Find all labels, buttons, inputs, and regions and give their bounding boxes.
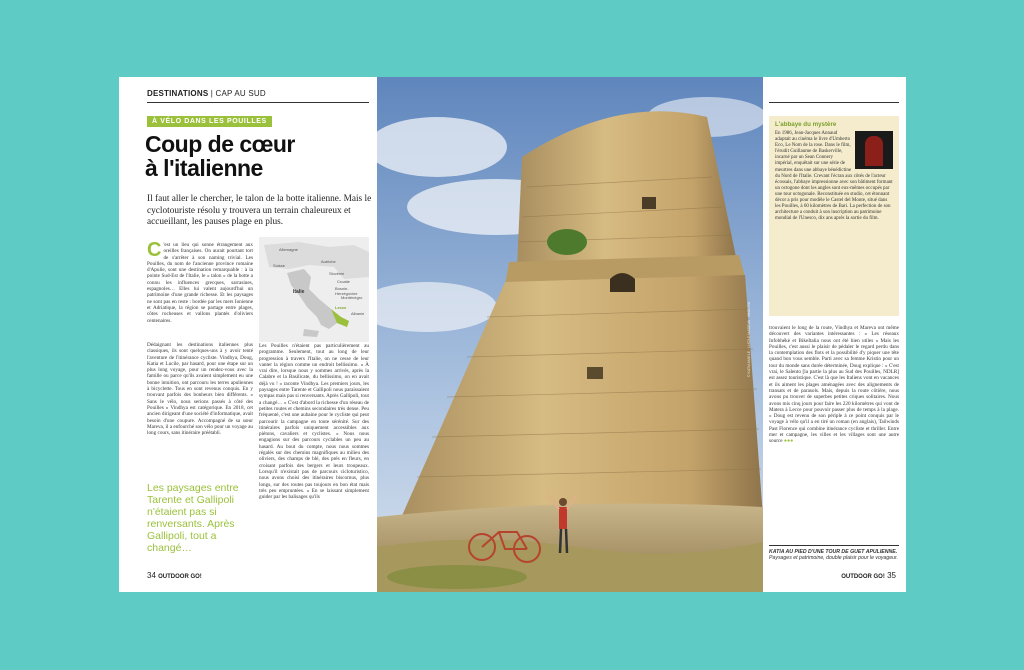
map-label: Allemagne (279, 247, 298, 252)
map-label: Slovénie (329, 271, 345, 276)
page-title (145, 132, 375, 180)
header-rule (769, 102, 899, 103)
title-line-2: à l'italienne (145, 155, 263, 181)
header-rule (147, 102, 369, 103)
lead-paragraph: Il faut aller le chercher, le talon de la botte italienne. Mais le cyclotouriste résolu y trouvera un terrain chaleureux et accueillant, les pauses plage en plus. (147, 194, 372, 227)
sidebar-title: L'abbaye du mystère (775, 121, 837, 128)
end-mark: ●●● (783, 438, 794, 445)
right-page (763, 77, 906, 592)
caption-bold: KATIA AU PIED D'UNE TOUR DE GUET APULIENNE. (769, 549, 898, 555)
photo-credit: © KATIA MAELE · LUCILE MAREVA · VINDHYA (747, 301, 751, 377)
page-number-left: 34 (147, 571, 156, 580)
location-map (259, 237, 369, 342)
map-label: Albanie (351, 311, 365, 316)
movie-poster-icon (855, 131, 893, 169)
magazine-name-right: OUTDOOR GO! (841, 574, 885, 580)
section-subtitle: CAP AU SUD (215, 89, 266, 98)
map-label: Monténégro (341, 295, 363, 300)
folio-right (841, 571, 896, 580)
left-page (119, 77, 377, 592)
magazine-spread (119, 77, 906, 592)
body-column-3 (769, 325, 899, 543)
magazine-name-left: OUTDOOR GO! (158, 574, 202, 580)
caption-rule (769, 545, 899, 546)
map-label-italy: Italie (293, 289, 305, 295)
body-column-1a (147, 242, 253, 342)
map-label: Autriche (321, 259, 336, 264)
page-number-right: 35 (887, 571, 896, 580)
body-text-1a: 'est un lieu qui sonne étrangement aux oreilles françaises. On aurait pourtant tort de s'arrêter à son naming trivial. Les Pouilles, du nom de l'ancienne province romaine d'Apulie, sont une destination remarquable : à la pointe Sud-Est de l'Italie, le « talon » de la botte a connu les influences grecques, sarrasines, espagnoles… Elles lui valent aujourd'hui un patrimoine d'une grande richesse. Et les paysages ne sont pas en reste : bordée par les mers Ionienne et Adriatique, la région se partage entre plages, côtes rocheuses et vallons plantés d'oliviers centenaires. (147, 242, 253, 324)
kicker-badge: À VÉLO DANS LES POUILLES (147, 116, 272, 127)
tower-illustration (377, 77, 763, 592)
title-line-1: Coup de cœur (145, 131, 295, 157)
sidebar-text: En 1986, Jean-Jacques Annaud adaptait au cinéma le livre d'Umberto Eco, Le Nom de la rose. Dans le film, l'érudit Guillaume de Baskerville, incarné par un Sean Connery impérial, enquêtait sur une série de meurtres dans une abbaye bénédictine du Nord de l'Italie. Crevant l'écran aux côtés de l'acteur écossais, l'abbaye impressionne avec son bâtiment formant un octogone dont les angles sont eux-mêmes occupés par une tour octogonale. Reconstituée en studio, cet étonnant décor a pris pour modèle le Castel del Monte, situé dans les Pouilles, à 60 kilomètres de Bari. La perfection de son architecture a conduit à son inscription au patrimoine mondial de l'Unesco, dix ans après la sortie du film. (775, 131, 893, 222)
section-header: DESTINATIONS | CAP AU SUD (147, 89, 266, 98)
body-column-2: Les Pouilles n'étaient pas particulièrement au programme. Seulement, tout au long de leur progression à travers l'Italie, on ne cesse de leur vanter la région comme un endroit bellissimo. « À vrai dire, lorsque nous y sommes arrivés, après la Calabre et la Basilicate, du bellissimo, on en avait déjà vu ! » raconte Vindhya. Les premiers jours, les paysages entre Tarente et Gallipoli nous paraissaient sympas mais pas si renversants. Après Gallipoli, tout a changé… « C'est d'abord la richesse d'un réseau de petites routes et chemins secondaires très dense. Peu fréquenté, c'est une aubaine pour le cycliste qui peut parcourir la campagne en toute sérénité. Sur des itinéraires parfois uniquement accessibles aux piétons, cavaliers et cyclistes. « Nous nous engagions sur des parcours cyclables un peu au hasard. Au bout du compte, nous nous sommes régalés sur des chemins magnifiques au milieu des oliviers, des champs de blé, des prés en fleurs, en croisant parfois des bergers et leurs troupeaux. Lorsqu'il n'existait pas de parcours cicloturistico, nous avons choisi des itinéraires biscornus, plus longs, sur des routes pas toujours en bon état mais très peu empruntées. » En se laissant simplement guider par les balisages qu'ils (259, 343, 369, 501)
section-title: DESTINATIONS (147, 89, 209, 98)
sidebar-box (769, 116, 899, 316)
pull-quote: Les paysages entre Tarente et Gallipoli n'étaient pas si renversants. Après Gallipoli, tout a changé… (147, 482, 239, 554)
tower-photo (377, 77, 763, 592)
folio-left (147, 571, 202, 580)
photo-caption (769, 549, 899, 562)
drop-cap: C (147, 242, 162, 261)
caption-text: Paysages et patrimoine, double plaisir pour le voyageur. (769, 555, 898, 562)
map-label: Suisse (273, 263, 286, 268)
map-label-lecce: Lecce (335, 305, 347, 310)
body-text-3: trouvaient le long de la route, Vindhya et Mareva ont même découvert des variantes intéressantes : « Les réseaux Infobhékè et BikeItalia nous ont été bien utiles » Mais les Pouilles, c'est aussi le plaisir de pédaler le regard perdu dans la contemplation des flots et la possibilité d'y piquer une tête quand bon vous semble. Parti avec sa femme Kristin pour un tour du monde sans durée déterminée, Doug explique : « C'est vrai, le Salento [la partie la plus au Sud des Pouilles, NDLR] est assez touristique. C'est là que les Italiens vont en vacances et ils aiment les plages aménagées avec des alignements de transats et de parasols. Mais, depuis la route côtière, nous avons pu trouver de superbes petites criques solitaires. Nous avons mis cinq jours pour faire les 220 kilomètres qui vont de Matera à Lecce pour pouvoir passer plus de temps à la plage. » Doug est revenu de son périple à ce point conquis par le voyage à vélo qu'il a en tiré un roman (en anglais), Tailwinds Past Florence qui combine itinérance cycliste et thriller. Entre mer et campagne, les villes et les villages sont une autre source (769, 325, 899, 445)
body-column-1b: Dédaignant les destinations italiennes plus classiques, ils sont quelques-uns à y avoir tenté l'aventure de l'itinérance cycliste. Vindhya, Doug, Katia et Lucile, par hasard, pour une étape sur un plus long voyage, pour un rendez-vous avec la famille ou parce qu'ils avaient simplement eu une bonne intuition, ont parcouru les terres apuliennes à bicyclette. Tous en sont revenus conquis. En y trouvant parfois des bonheurs bien différents. « Sans le vélo, nous serions passés à côté des Pouilles » Vindhya est catégorique. En 2018, cet ancien dirigeant d'une société d'informatique, avait besoin d'une coupure. Accompagné de sa sœur Mareva, il a enfourché son vélo pour un voyage au long cours, sans itinéraire préétabli. (147, 342, 253, 437)
map-label: Croatie (337, 279, 350, 284)
map-label: Bosnie-Herzégovine (335, 286, 358, 296)
